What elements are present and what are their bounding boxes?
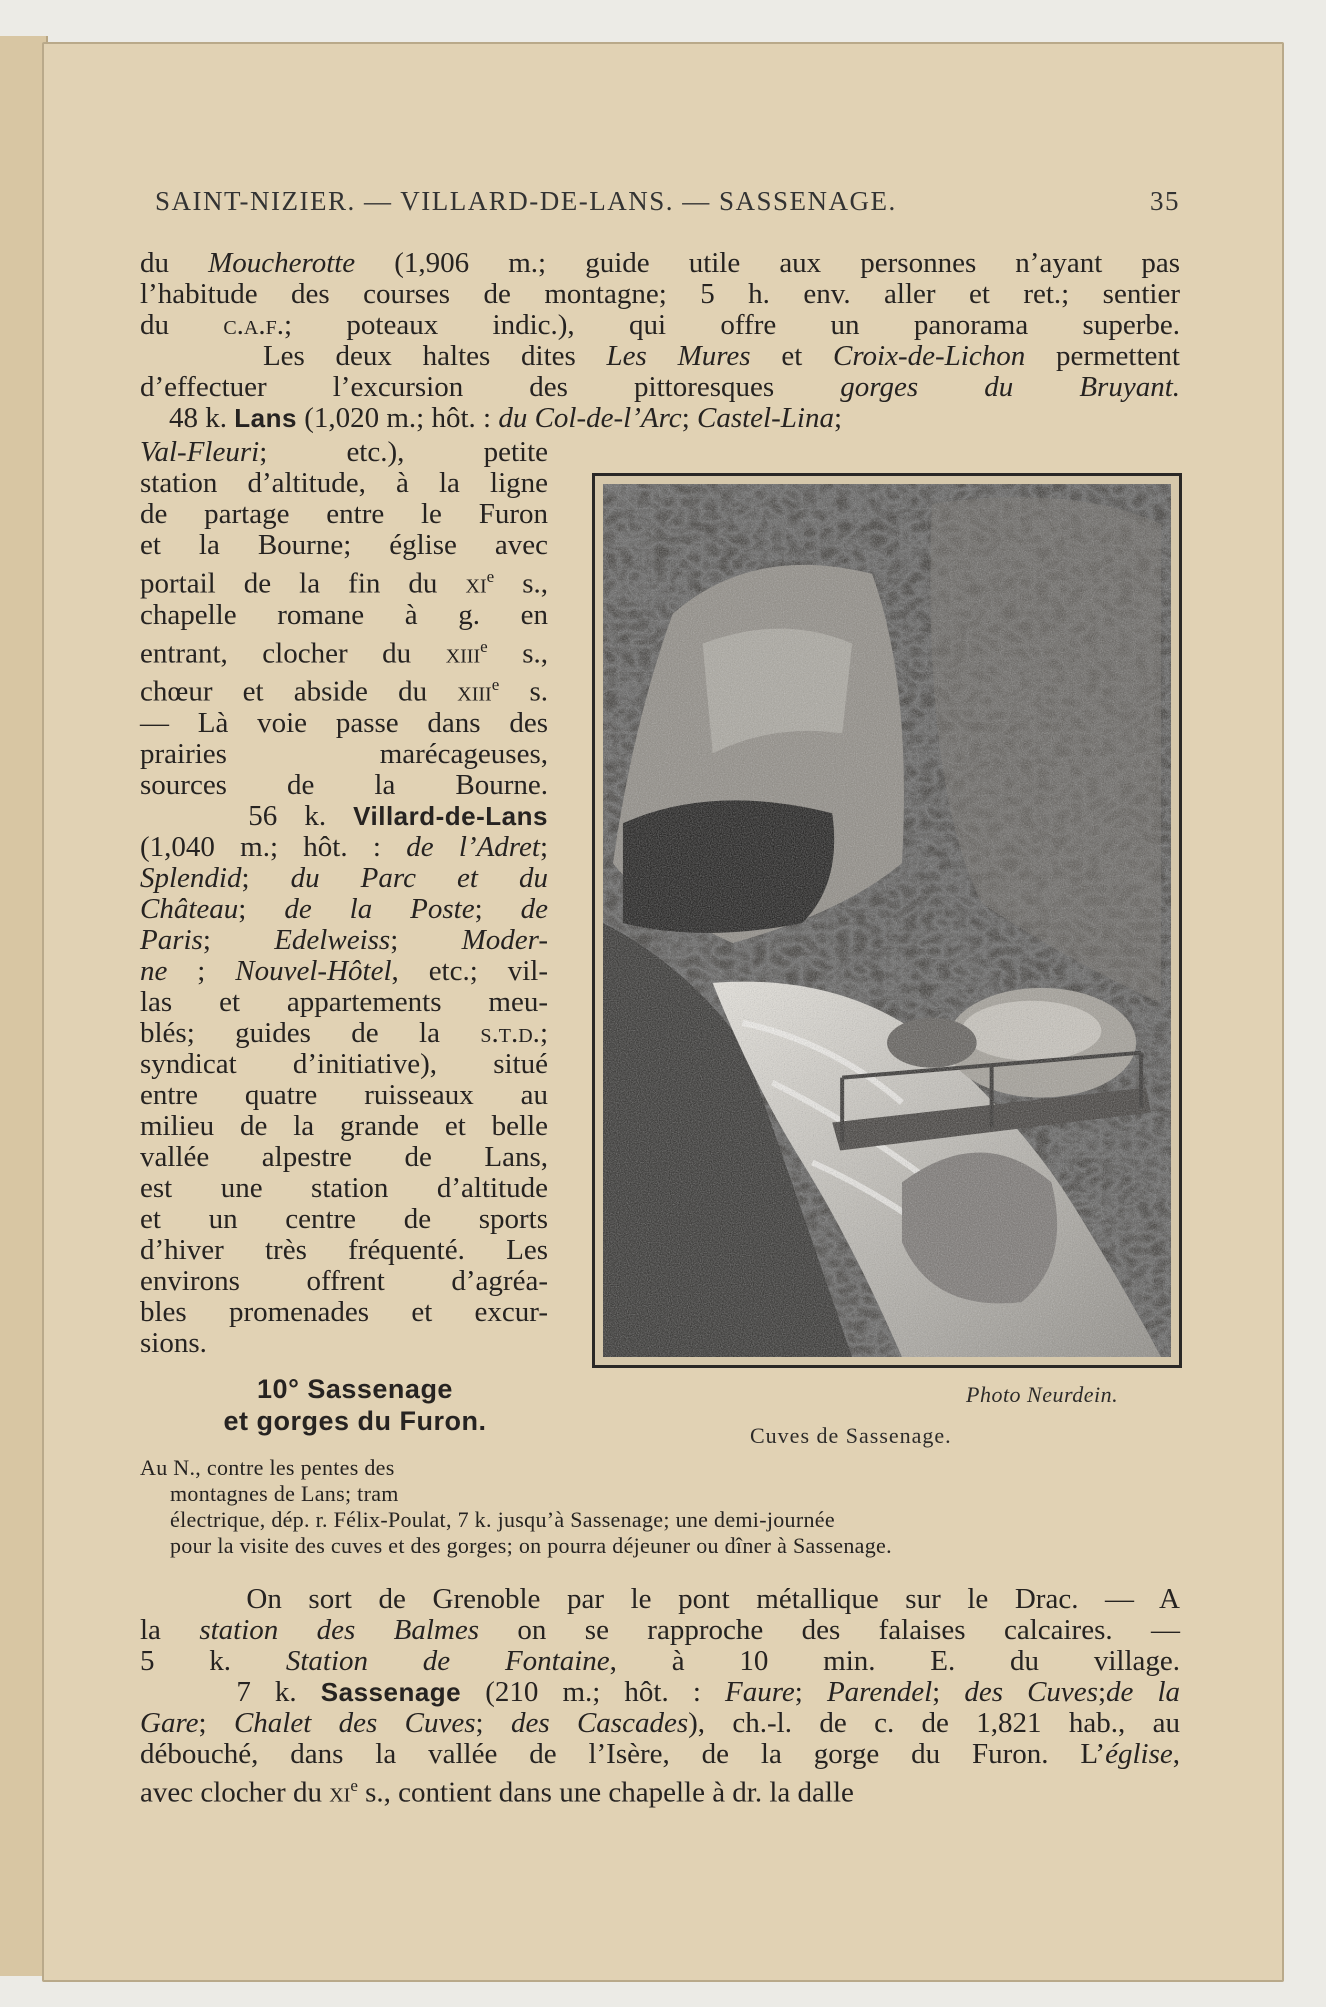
column-text-italic: Val-Fleuri [140,436,260,468]
column-text-smallcaps: s.t.d. [480,1016,540,1049]
column-text-italic: Château [140,892,239,925]
column-text-plain: entre quatre ruisseaux au [140,1078,548,1111]
column-line [140,1049,548,1080]
column-line [140,437,548,468]
column-text-plain: milieu de la grande et belle [140,1109,548,1142]
body-text-plain: avec clocher du [140,1776,330,1809]
route-summary-line: Au N., contre les pentes des [140,1455,395,1480]
intro-text-plain: (1,906 m.; guide utile aux personnes n’ayant pas [355,247,1180,279]
column-text-plain: blés; guides de la [140,1016,481,1049]
intro-line [140,372,1180,403]
intro-text-italic: Les Mures [606,340,751,372]
body-line [140,1739,1180,1770]
route-summary [140,1455,1180,1559]
body-text-plain: on se rapproche des falaises calcaires. — [479,1614,1180,1646]
column-line [140,894,548,925]
section-title [165,1373,545,1437]
page-number: 35 [1150,186,1180,216]
body-text-plain: 7 k. [140,1676,321,1708]
column-line [140,925,548,956]
sassenage-paragraph [140,1584,1180,1809]
intro-text-plain: l’habitude des courses de montagne; 5 h. env. aller et ret.; sentier [140,278,1180,310]
column-text-plain: et la Bourne; église avec [140,529,548,561]
column-text-plain: s., [494,567,548,600]
body-text-italic: Parendel [826,1676,933,1708]
column-text-plain: , etc.; vil- [391,954,548,987]
intro-line [140,248,1180,279]
intro-text-plain: Les deux haltes dites [140,340,607,372]
column-line [140,1080,548,1111]
column-line [140,1297,548,1328]
body-text-plain: , [1172,1738,1180,1770]
intro-text-italic: du Col-de-l’Arc [498,402,682,434]
body-text-italic: Chalet des Cuves [233,1707,476,1739]
intro-line [140,279,1180,310]
column-text-sup: e [491,675,500,695]
column-text-plain: entrant, clocher du [140,637,446,670]
column-line [140,832,548,863]
cuves-de-sassenage-photo [603,484,1171,1357]
intro-text-plain: du [140,309,224,341]
column-text-plain: syndicat d’initiative), situé [140,1047,548,1080]
body-text-plain: ), ch.-l. de c. de 1,821 hab., au [688,1707,1180,1739]
column-text-smallcaps: xi [465,567,487,600]
column-text-italic: de la Poste [284,892,475,925]
column-text-plain: ; [539,830,548,863]
column-text-plain: las et appartements meu- [140,985,548,1018]
intro-paragraph [140,248,1180,434]
intro-text-plain: (1,020 m.; hôt. : [296,402,499,434]
column-text-plain: sources de la Bourne. [140,768,548,801]
body-text-sup: e [350,1776,358,1795]
intro-text-plain: du [140,247,209,279]
column-line [140,1204,548,1235]
column-line [140,708,548,739]
intro-text-plain: ; [833,402,843,434]
column-line [140,863,548,894]
column-text-plain: sions. [140,1326,207,1359]
column-text-italic: Nouvel-Hôtel [235,954,392,987]
column-text-plain: ; [202,923,275,956]
body-text-italic: des Cascades [510,1707,689,1739]
body-text-plain: 5 k. [140,1645,286,1677]
section-title-line-2: et gorges du Furon. [223,1406,487,1436]
column-text-plain: portail de la fin du [140,567,466,600]
column-text-plain: s. [499,675,548,708]
column-text-italic: du Parc et du [290,861,548,894]
body-text-plain: ; [198,1707,234,1739]
body-text-smallcaps: xi [329,1776,351,1809]
body-text-bold: Sassenage [320,1677,462,1707]
column-text-plain: ; [241,861,291,894]
column-text-plain: et un centre de sports [140,1202,548,1235]
intro-text-plain: 48 k. [140,402,235,434]
column-text-italic: de [520,892,549,925]
column-text-plain: ; [474,892,521,925]
column-text-plain: chapelle romane à g. en [140,598,548,631]
column-line [140,987,548,1018]
column-line [140,468,548,499]
column-line [140,956,548,987]
body-text-plain: ; [932,1676,965,1708]
column-text-plain: d’hiver très fréquenté. Les [140,1233,548,1266]
column-line [140,1328,548,1359]
intro-line [140,310,1180,341]
column-line [140,801,548,832]
column-line [140,631,548,670]
intro-text-bold: Lans [234,403,297,433]
column-text-plain: prairies marécageuses, [140,737,548,770]
section-title-line-1: 10° Sassenage [257,1374,453,1404]
body-line [140,1770,1180,1809]
column-text-sup: e [480,636,488,656]
column-line [140,1111,548,1142]
body-text-italic: de la [1106,1676,1181,1708]
column-line [140,530,548,561]
route-summary-line: pour la visite des cuves et des gorges; on pourra déjeuner ou dîner à Sassenage. [170,1533,892,1558]
column-text-plain: environs offrent d’agréa- [140,1264,548,1297]
column-text-italic: Moder- [461,923,548,956]
route-summary-line: électrique, dép. r. Félix-Poulat, 7 k. jusqu’à Sassenage; une demi-journée [170,1507,835,1532]
intro-text-plain: ; poteaux indic.), qui offre un panorama superbe. [284,309,1180,341]
intro-text-plain: et [750,340,833,372]
body-text-plain: On sort de Grenoble par le pont métallique sur le Drac. — A [140,1583,1180,1615]
column-text-plain: station d’altitude, à la ligne [140,467,548,499]
column-line [140,1173,548,1204]
intro-text-italic: Moucherotte [208,247,356,279]
column-text-plain: ; [539,1016,548,1049]
column-text-plain: (1,040 m.; hôt. : [140,830,407,863]
body-text-plain: (210 m.; hôt. : [461,1676,725,1708]
body-text-plain: la [140,1614,200,1646]
column-text-plain: ; [167,954,236,987]
body-text-italic: Faure [724,1676,795,1708]
intro-text-italic: gorges du Bruyant. [840,371,1181,403]
column-text-italic: Splendid [140,861,242,894]
column-line [140,600,548,631]
column-text-smallcaps: xiii [457,675,492,708]
intro-text-italic: Croix-de-Lichon [833,340,1026,372]
intro-line [140,403,1180,434]
column-line [140,739,548,770]
lans-villard-column [140,437,548,1359]
column-line [140,1018,548,1049]
column-text-plain: vallée alpestre de Lans, [140,1140,548,1173]
body-text-italic: station des Balmes [199,1614,480,1646]
running-head-title: SAINT-NIZIER. — VILLARD-DE-LANS. — SASSENAGE. [155,186,897,216]
body-text-italic: des Cuves [964,1676,1098,1708]
intro-text-plain: permettent [1025,340,1180,372]
column-text-plain: ; [390,923,462,956]
column-text-plain: de partage entre le Furon [140,498,548,530]
column-text-italic: Paris [140,923,203,956]
running-head [155,186,1180,217]
intro-text-italic: Castel-Lina [697,402,834,434]
photo-credit: Photo Neurdein. [966,1382,1119,1407]
body-text-italic: Station de Fontaine [285,1645,610,1677]
column-line [140,1266,548,1297]
column-text-plain: ; etc.), petite [259,436,548,468]
photo-frame [592,473,1182,1368]
intro-text-smallcaps: c.a.f. [223,309,284,341]
column-text-smallcaps: xiii [445,637,481,670]
body-text-plain: ; [794,1676,827,1708]
body-text-plain: ; [1097,1676,1107,1708]
column-text-plain: 56 k. [140,799,354,832]
left-page-edge [0,36,48,1976]
column-line [140,1142,548,1173]
column-text-sup: e [486,567,495,586]
column-text-plain: — Là voie passe dans des [140,706,548,739]
intro-text-plain: d’effectuer l’excursion des pittoresques [140,371,841,403]
body-text-plain: s., contient dans une chapelle à dr. la dalle [357,1776,854,1809]
body-line [140,1646,1180,1677]
intro-text-plain: ; [681,402,697,434]
column-text-plain: chœur et abside du [140,675,458,708]
column-text-italic: ne [140,954,168,987]
column-text-italic: de l’Adret [406,830,540,863]
column-line [140,1235,548,1266]
body-line [140,1615,1180,1646]
body-line [140,1708,1180,1739]
column-line [140,770,548,801]
column-text-plain: ; [238,892,285,925]
body-line [140,1677,1180,1708]
body-text-italic: Gare [140,1707,199,1739]
column-text-plain: est une station d’altitude [140,1171,548,1204]
column-text-bold: Villard-de-Lans [353,800,548,831]
column-text-plain: s., [487,637,548,670]
column-text-plain: bles promenades et excur- [140,1295,548,1328]
intro-line [140,341,1180,372]
column-text-italic: Edelweiss [274,923,391,956]
body-text-plain: ; [475,1707,511,1739]
column-line [140,499,548,530]
body-text-plain: , à 10 min. E. du village. [609,1645,1180,1677]
photo-caption: Cuves de Sassenage. [750,1423,952,1448]
body-text-plain: débouché, dans la vallée de l’Isère, de la gorge du Furon. L’ [140,1738,1106,1770]
body-line [140,1584,1180,1615]
body-text-italic: église [1105,1738,1173,1770]
route-summary-line: montagnes de Lans; tram [170,1481,399,1506]
column-line [140,669,548,708]
column-line [140,561,548,600]
